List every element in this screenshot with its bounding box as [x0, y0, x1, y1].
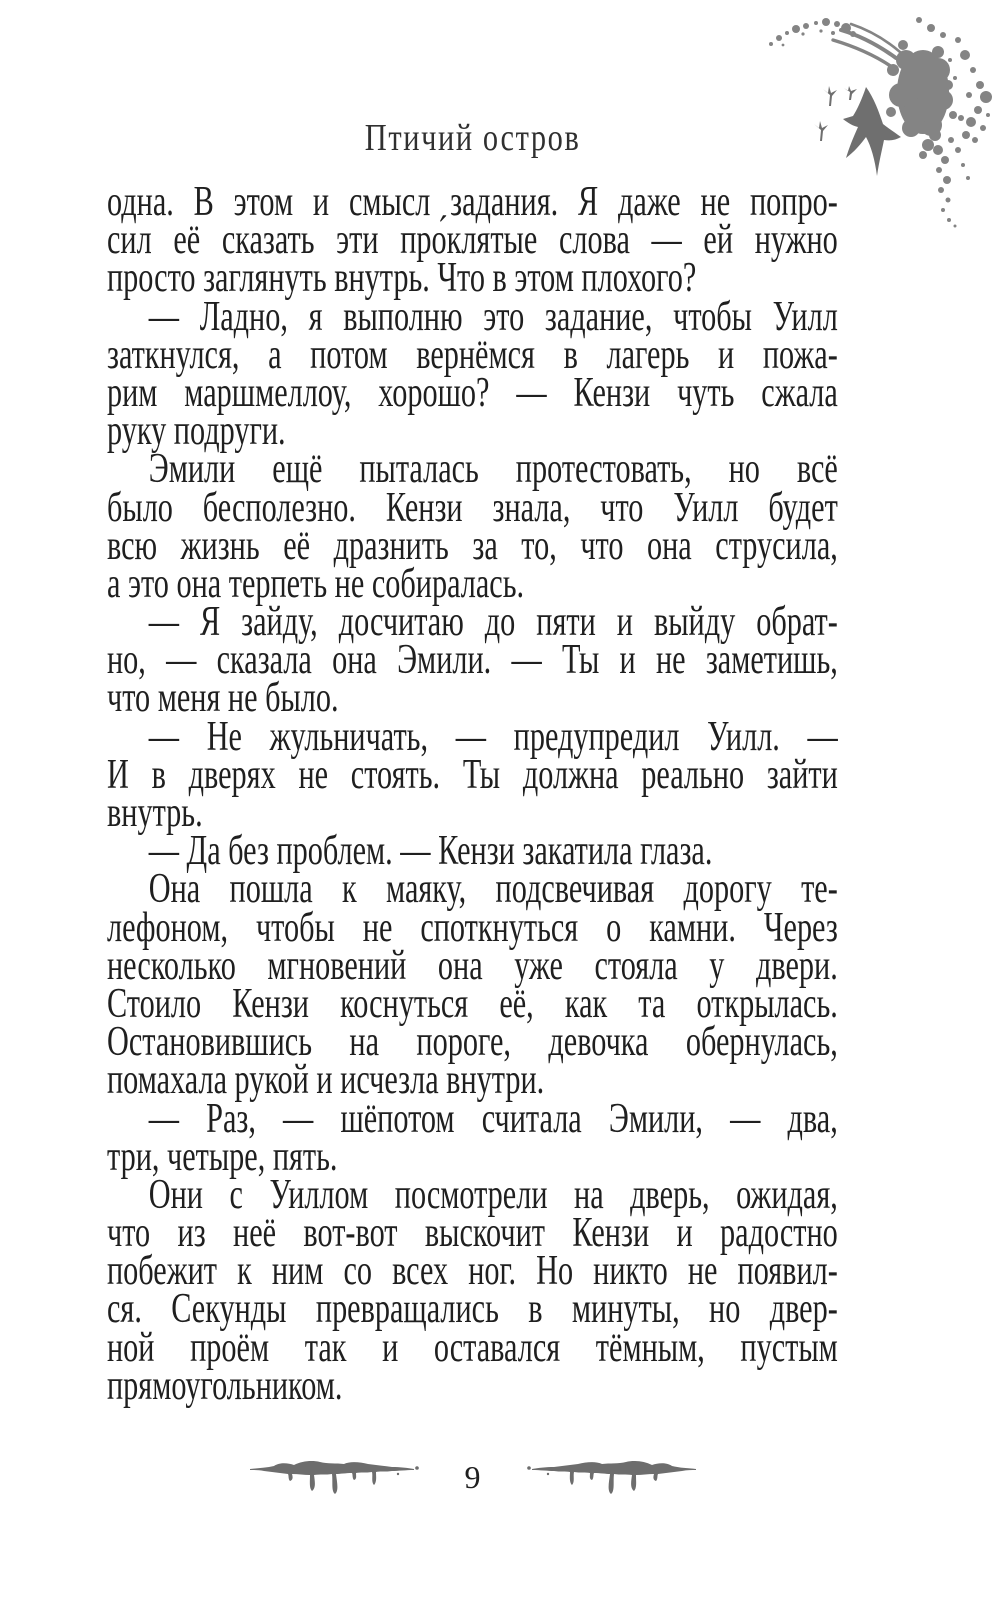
text-line: сил её сказать эти про́клятые слова — ей нужно	[107, 217, 838, 264]
small-bird-icon	[823, 86, 837, 106]
text-line: — Я зайду, досчитаю до пяти и выйду обрат-	[148, 599, 838, 646]
text-line: одна. В этом и смысл задания. Я даже не попро-	[107, 179, 838, 225]
small-bird-icon	[844, 86, 857, 100]
text-line: ся. Секунды превращались в минуты, но двер-	[107, 1286, 838, 1333]
text-line: Остановившись на пороге, девочка обернулась,	[107, 1019, 838, 1066]
text-line: — Не жульничать, — предупредил Уилл. —	[148, 713, 838, 760]
text-line: было бесполезно. Кензи знала, что Уилл будет	[107, 484, 838, 531]
text-line: ной проём так и оставался тёмным, пустым	[107, 1324, 838, 1371]
text-line: И в дверях не стоять. Ты должна реально зайти	[107, 751, 838, 798]
text-line: что меня не было.	[107, 675, 339, 722]
text-line: побежит к ним со всех ног. Но никто не появил-	[107, 1248, 838, 1295]
text-line: лефоном, чтобы не споткнуться о камни. Через	[107, 904, 838, 951]
text-line: руку подруги.	[107, 408, 286, 455]
body-text	[107, 179, 838, 1409]
text-line: — Раз, — шёпотом считала Эмили, — два,	[148, 1095, 838, 1142]
ink-drip-left-icon	[248, 1458, 420, 1498]
text-line: Она пошла к маяку, подсвечивая дорогу те-	[148, 866, 838, 913]
text-line: — Ладно, я выполню это задание, чтобы Уилл	[148, 293, 838, 340]
page-footer	[107, 1458, 838, 1498]
text-line: несколько мгновений она уже стояла у двери.	[107, 942, 838, 989]
ink-drip-right-icon	[526, 1458, 698, 1498]
text-line: что из неё вот-вот выскочит Кензи и радостно	[107, 1210, 838, 1257]
text-line: Стоило Кензи коснуться её, как та открылась.	[107, 980, 838, 1027]
text-line: три, четыре, пять.	[107, 1133, 338, 1180]
running-head: Птичий остров	[364, 117, 581, 159]
text-line: но, — сказала она Эмили. — Ты и не заметишь,	[107, 637, 838, 684]
text-line: Эмили ещё пыталась протестовать, но всё	[148, 446, 838, 493]
text-line: — Да без проблем. — Кензи закатила глаза.	[148, 828, 713, 875]
text-line: прямоугольником.	[107, 1362, 343, 1409]
page-number: 9	[464, 1459, 481, 1495]
text-line: просто заглянуть внутрь. Что в этом плохого?	[107, 255, 697, 302]
text-line: Они с Уиллом посмотрели на дверь, ожидая,	[148, 1171, 838, 1218]
text-line: рим маршмеллоу, хорошо? — Кензи чуть сжала	[107, 369, 838, 416]
text-line: помахала рукой и исчезла внутри.	[107, 1057, 545, 1104]
text-line: а это она терпеть не собиралась.	[107, 560, 525, 607]
text-line: заткнулся, а потом вернёмся в лагерь и пожа-	[107, 331, 838, 378]
text-line: всю жизнь её дразнить за то, что она струсила,	[107, 522, 838, 569]
text-line: внутрь.	[107, 790, 203, 836]
